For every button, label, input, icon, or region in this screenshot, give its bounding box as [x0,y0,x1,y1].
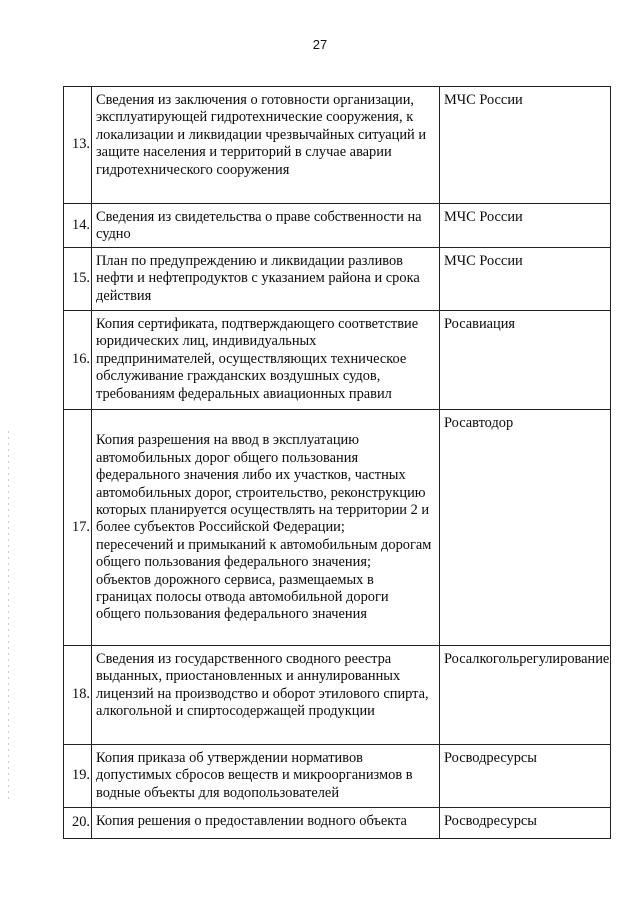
page-number: 27 [312,37,328,52]
row-agency: Росалкогольрегулирование [440,646,611,745]
documents-table [63,86,611,839]
row-number: 19. [64,745,92,808]
row-text-content: Сведения из заключения о готовности организации, эксплуатирующей гидротехнические сооружения, к локализации и ликвидации чрезвычайных ситуаций и защите населения и территорий в случае аварии гидротехнического сооружения [96,92,427,178]
row-number: 16. [64,311,92,410]
table-row [64,646,611,745]
row-agency: Росводресурсы [440,745,611,808]
row-text-content: Сведения из свидетельства о праве собственности на судно [96,209,422,243]
table-row [64,204,611,248]
row-text-content: Копия решения о предоставлении водного объекта [96,813,407,829]
row-number: 13. [64,87,92,204]
row-text [92,87,440,204]
row-text [92,410,440,646]
row-text-content: План по предупреждению и ликвидации разливов нефти и нефтепродуктов с указанием района и срока действия [96,253,420,304]
table-row [64,311,611,410]
row-text-content: Копия приказа об утверждении нормативов допустимых сбросов веществ и микроорганизмов в водные объекты для водопользователей [96,750,413,801]
row-agency: Росавиация [440,311,611,410]
table-row [64,410,611,646]
row-number: 17. [64,410,92,646]
table-row [64,248,611,311]
table-row [64,87,611,204]
row-text [92,311,440,410]
row-number: 15. [64,248,92,311]
row-agency: МЧС России [440,248,611,311]
row-text-content: Копия разрешения на ввод в эксплуатацию автомобильных дорог общего пользования федерального значения либо их участков, частных автомобильных дорог, строительство, реконструкцию которых планируется осуществлять на территории 2 и более субъектов Российской Федерации; пересечений и примыканий к автомобильным дорогам общего пользования федерального значения; объектов дорожного сервиса, размещаемых в границах полосы отвода автомобильной дороги общего пользования федерального значения [96,432,432,623]
row-agency: Росводресурсы [440,808,611,839]
row-text [92,248,440,311]
row-number: 18. [64,646,92,745]
row-text-content: Копия сертификата, подтверждающего соответствие юридических лиц, индивидуальных предпринимателей, осуществляющих техническое обслуживание гражданских воздушных судов, требованиям федеральных авиационных правил [96,316,419,402]
row-text [92,204,440,248]
scan-margin-mark [8,431,9,803]
row-agency: МЧС России [440,204,611,248]
row-agency: МЧС России [440,87,611,204]
row-number: 20. [64,808,92,839]
row-text [92,808,440,839]
row-number: 14. [64,204,92,248]
table-row [64,745,611,808]
row-agency: Росавтодор [440,410,611,646]
row-text-content: Сведения из государственного сводного реестра выданных, приостановленных и аннулированных лицензий на производство и оборот этилового спирта, алкогольной и спиртосодержащей продукции [96,651,429,720]
row-text [92,646,440,745]
table-row [64,808,611,839]
row-text [92,745,440,808]
